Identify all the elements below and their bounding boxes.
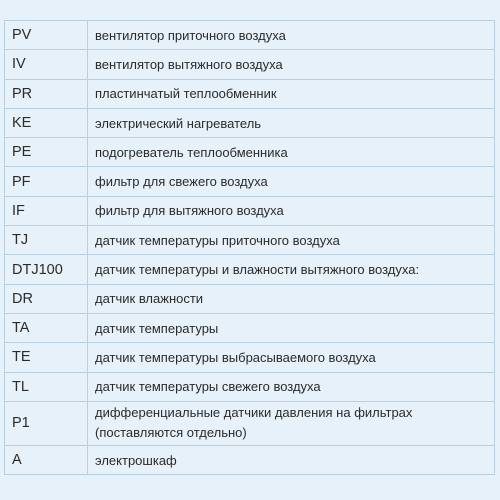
- row-code: TJ: [5, 226, 88, 255]
- table-row: [5, 21, 495, 50]
- row-code: KE: [5, 108, 88, 137]
- table-row: [5, 167, 495, 196]
- row-description: пластинчатый теплообменник: [88, 79, 495, 108]
- row-code: IF: [5, 196, 88, 225]
- row-code: PE: [5, 138, 88, 167]
- table-row: [5, 445, 495, 474]
- row-description: электрический нагреватель: [88, 108, 495, 137]
- table-row: [5, 79, 495, 108]
- row-description: вентилятор вытяжного воздуха: [88, 50, 495, 79]
- row-code: PV: [5, 21, 88, 50]
- row-code: TA: [5, 313, 88, 342]
- row-description: электрошкаф: [88, 445, 495, 474]
- table-row: [5, 372, 495, 401]
- row-description: дифференциальные датчики давления на фильтрах (поставляются отдельно): [88, 401, 495, 445]
- table-row: [5, 226, 495, 255]
- row-description: фильтр для свежего воздуха: [88, 167, 495, 196]
- row-description: подогреватель теплообменника: [88, 138, 495, 167]
- row-code: IV: [5, 50, 88, 79]
- row-code: DTJ100: [5, 255, 88, 284]
- table-row: [5, 313, 495, 342]
- row-code: DR: [5, 284, 88, 313]
- row-description: датчик температуры и влажности вытяжного воздуха:: [88, 255, 495, 284]
- row-code: PR: [5, 79, 88, 108]
- table-row: [5, 50, 495, 79]
- table-row: [5, 196, 495, 225]
- row-code: TL: [5, 372, 88, 401]
- table-row: [5, 284, 495, 313]
- row-description: фильтр для вытяжного воздуха: [88, 196, 495, 225]
- row-description: датчик температуры выбрасываемого воздуха: [88, 343, 495, 372]
- row-description: датчик температуры: [88, 313, 495, 342]
- table-row: [5, 108, 495, 137]
- table-row: [5, 255, 495, 284]
- row-description: вентилятор приточного воздуха: [88, 21, 495, 50]
- row-code: A: [5, 445, 88, 474]
- row-code: PF: [5, 167, 88, 196]
- table-row: [5, 343, 495, 372]
- row-description: датчик влажности: [88, 284, 495, 313]
- row-description: датчик температуры свежего воздуха: [88, 372, 495, 401]
- row-code: TE: [5, 343, 88, 372]
- table-row: [5, 401, 495, 445]
- legend-table: [4, 20, 495, 475]
- row-code: P1: [5, 401, 88, 445]
- table-row: [5, 138, 495, 167]
- row-description: датчик температуры приточного воздуха: [88, 226, 495, 255]
